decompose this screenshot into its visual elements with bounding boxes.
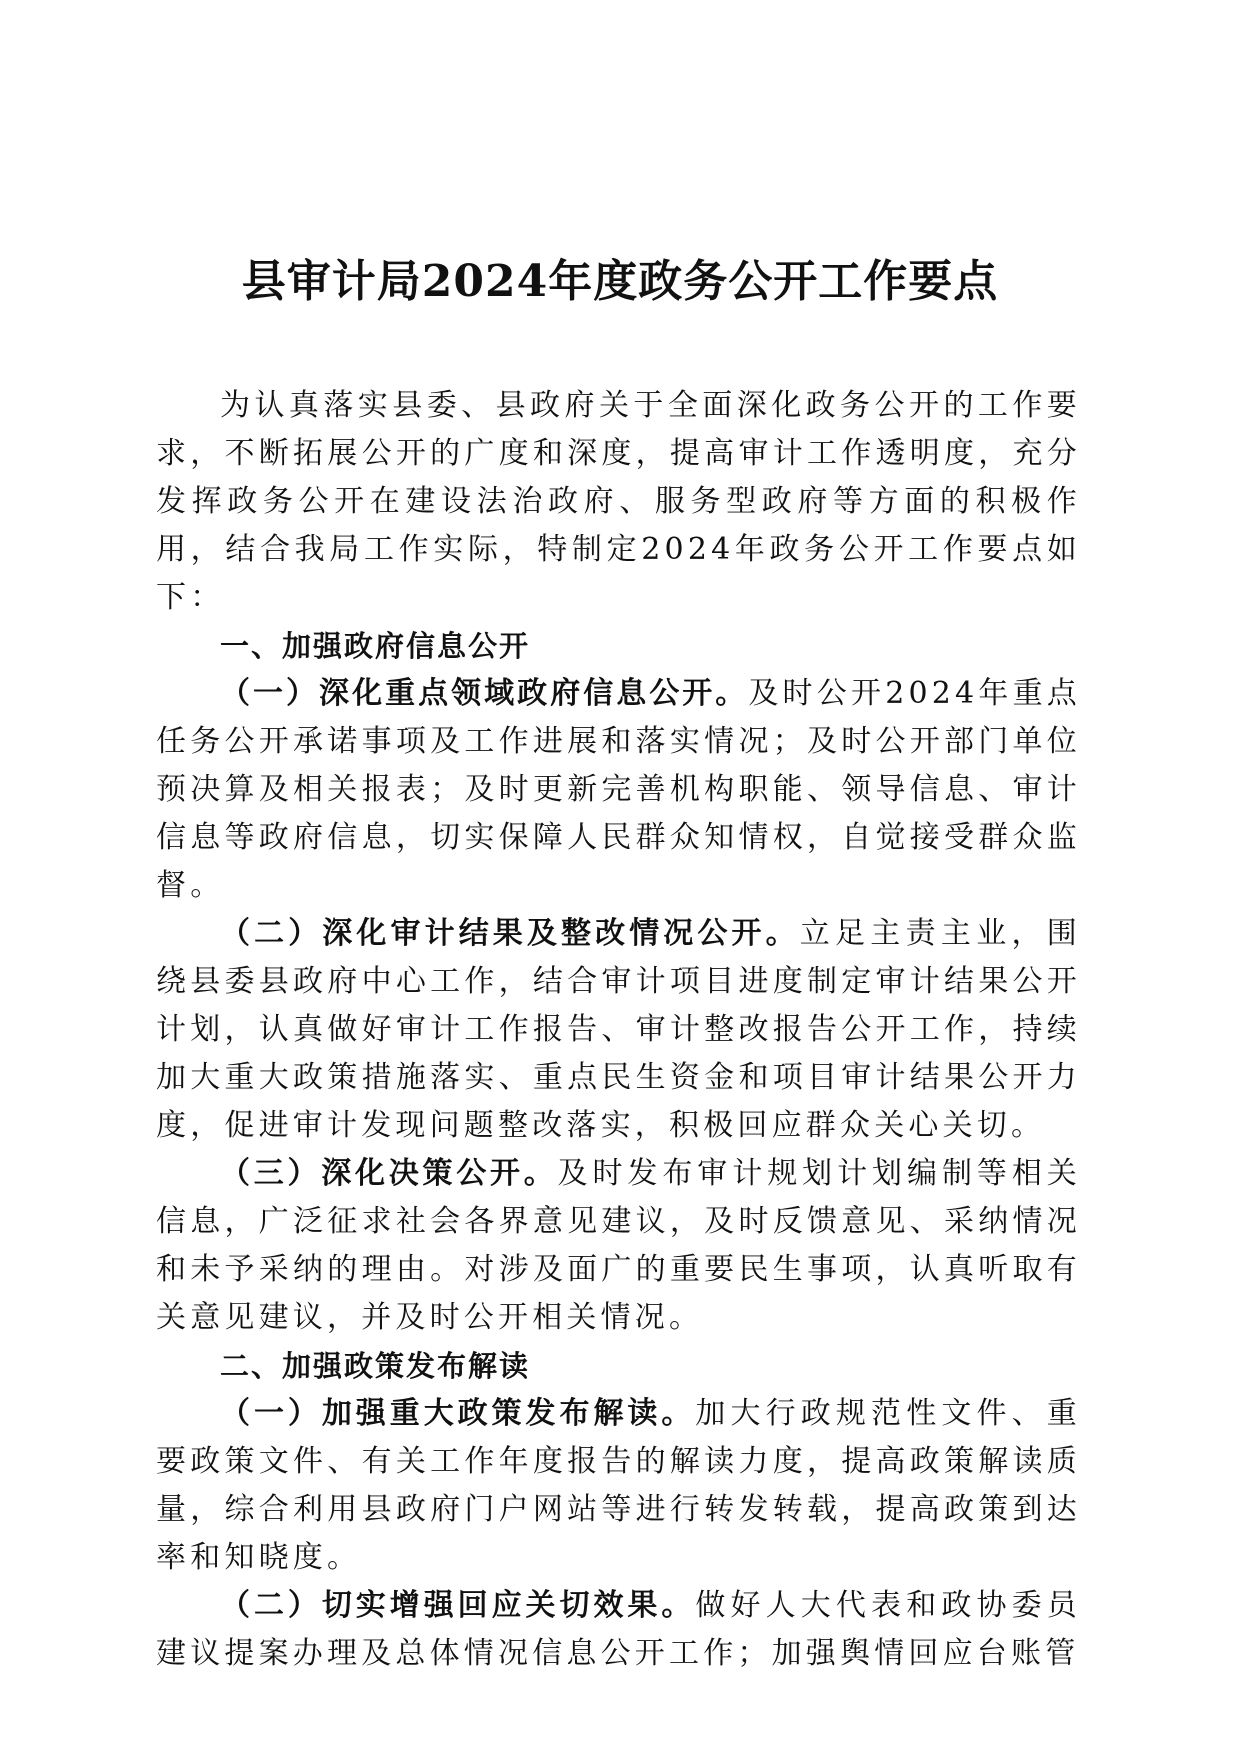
section-paragraph xyxy=(156,670,1081,910)
paragraph-subheading: （一）加强重大政策发布解读。 xyxy=(220,1396,696,1431)
document-title: 县审计局2024年度政务公开工作要点 xyxy=(241,256,999,307)
section-paragraph xyxy=(156,1390,1081,1582)
document-body xyxy=(156,382,1081,1678)
paragraph-text: 及时公开2024年重点任务公开承诺事项及工作进展和落实情况；及时公开部门单位预决算及相关报表；及时更新完善机构职能、领导信息、审计信息等政府信息，切实保障人民群众知情权，自觉接受群众监督。 xyxy=(156,676,1081,903)
paragraph-subheading: （三）深化决策公开。 xyxy=(220,1156,558,1191)
paragraph-text: 立足主责主业，围绕县委县政府中心工作，结合审计项目进度制定审计结果公开计划，认真做好审计工作报告、审计整改报告公开工作，持续加大重大政策措施落实、重点民生资金和项目审计结果公开力度，促进审计发现问题整改落实，积极回应群众关心关切。 xyxy=(156,916,1082,1143)
section-heading: 二、加强政策发布解读 xyxy=(220,1349,531,1383)
paragraph-subheading: （二）切实增强回应关切效果。 xyxy=(220,1588,696,1623)
section-paragraph xyxy=(156,910,1081,1150)
paragraph-subheading: （二）深化审计结果及整改情况公开。 xyxy=(220,916,800,951)
section-heading: 一、加强政府信息公开 xyxy=(220,629,531,663)
paragraph-text: 加大行政规范性文件、重要政策文件、有关工作年度报告的解读力度，提高政策解读质量，综合利用县政府门户网站等进行转发转载，提高政策到达率和知晓度。 xyxy=(156,1396,1082,1575)
section-paragraph xyxy=(156,1150,1081,1342)
paragraph-text: 做好人大代表和政协委员建议提案办理及总体情况信息公开工作；加强舆情回应台账管 xyxy=(156,1588,1082,1671)
paragraph-subheading: （一）深化重点领域政府信息公开。 xyxy=(220,676,749,711)
intro-paragraph: 为认真落实县委、县政府关于全面深化政务公开的工作要求，不断拓展公开的广度和深度，提高审计工作透明度，充分发挥政务公开在建设法治政府、服务型政府等方面的积极作用，结合我局工作实际，特制定2024年政务公开工作要点如下： xyxy=(156,388,1081,615)
section-paragraph xyxy=(156,1582,1081,1678)
paragraph-text: 及时发布审计规划计划编制等相关信息，广泛征求社会各界意见建议，及时反馈意见、采纳情况和未予采纳的理由。对涉及面广的重要民生事项，认真听取有关意见建议，并及时公开相关情况。 xyxy=(156,1156,1081,1335)
